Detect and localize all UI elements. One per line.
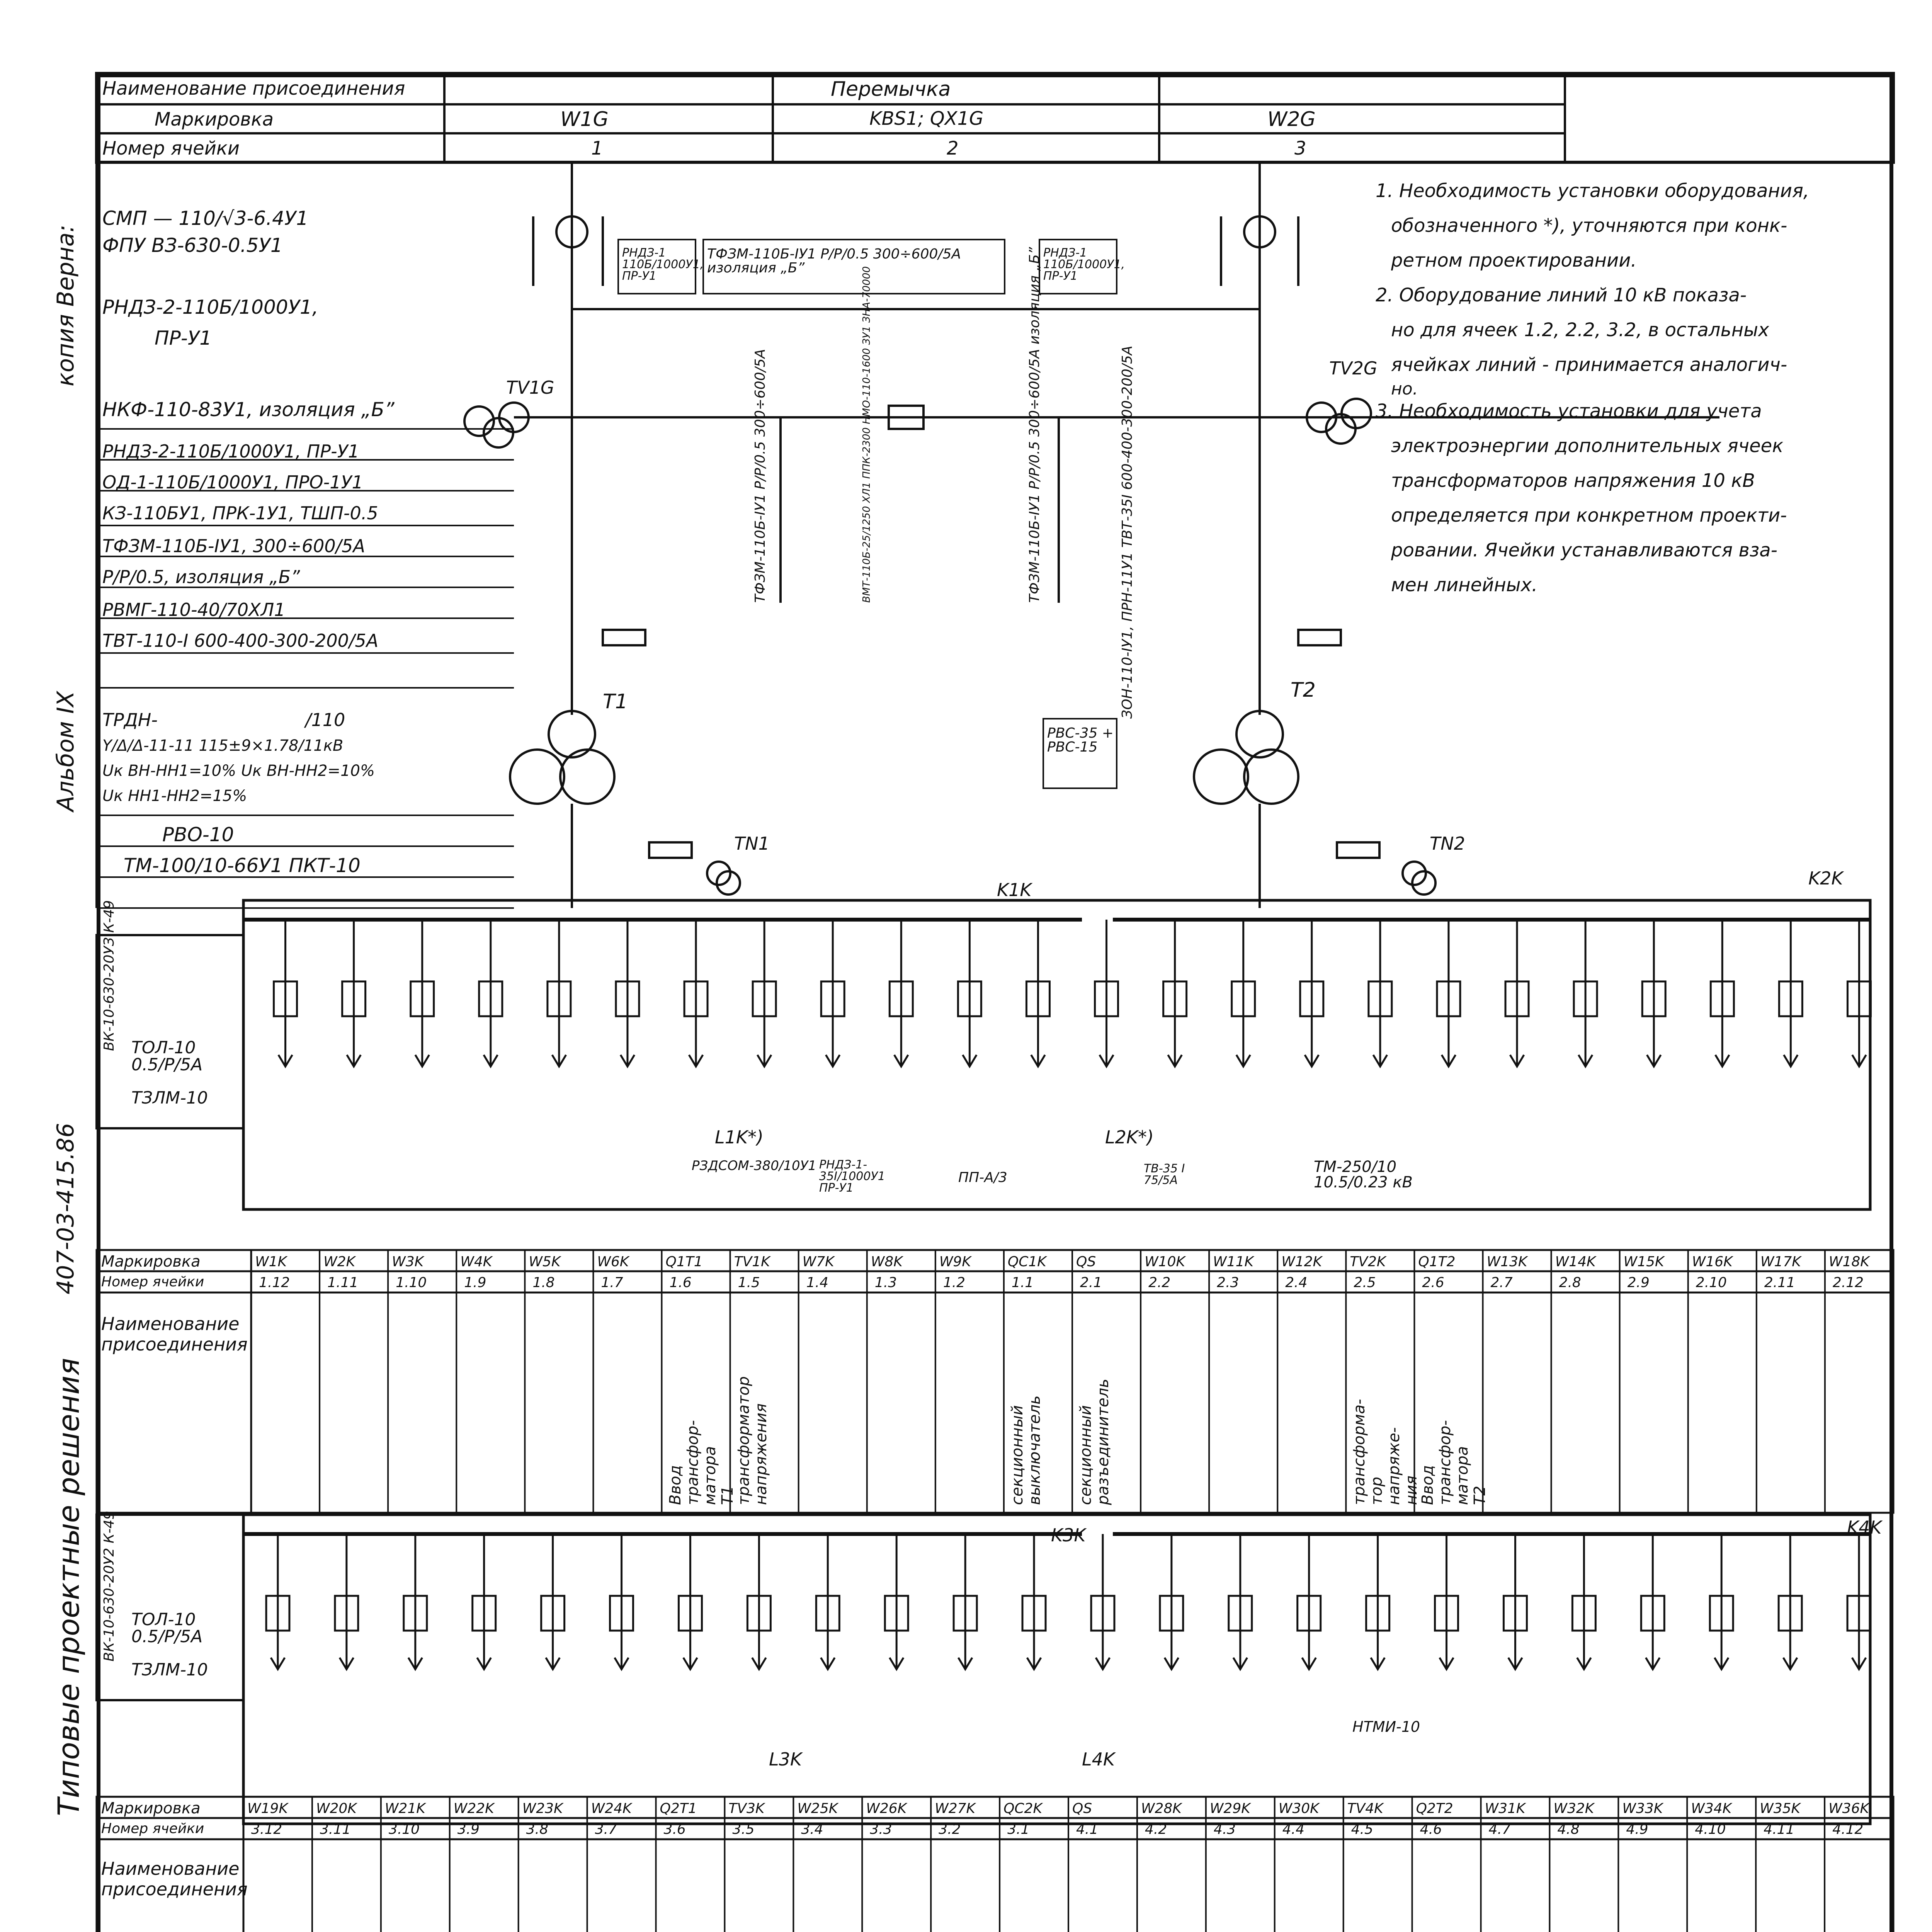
spec-line: ТМ-100/10-66У1 ПКТ-10 xyxy=(124,854,361,877)
cell-connection-name: напряжения xyxy=(752,1403,770,1505)
cell-mark: Q1T2 xyxy=(1418,1254,1456,1270)
label-tv1g: TV1G xyxy=(506,377,554,398)
cell-mark: Q2T2 xyxy=(1416,1801,1453,1816)
note-line: мен линейных. xyxy=(1391,574,1538,596)
cell-mark: W1K xyxy=(255,1254,287,1270)
cell-number: 2.2 xyxy=(1148,1275,1171,1291)
cell-connection-name: трансфор- xyxy=(684,1420,702,1505)
table-a-mark-label: Маркировка xyxy=(101,1253,201,1270)
label-k3k: K3K xyxy=(1051,1525,1086,1546)
cell-mark: W25K xyxy=(797,1801,838,1816)
cell-connection-name: ния xyxy=(1403,1475,1421,1505)
cell-connection-name: выключатель xyxy=(1026,1395,1044,1505)
cell-mark: W23K xyxy=(522,1801,563,1816)
cell-number: 1.9 xyxy=(464,1275,486,1291)
cell-mark: W16K xyxy=(1692,1254,1733,1270)
label-k4k: K4K xyxy=(1847,1517,1882,1538)
cell-connection-name: трансформа- xyxy=(1350,1399,1369,1505)
label-bus-l: ТФЗМ-110Б-ІУ1 Р/Р/0.5 300÷600/5А xyxy=(752,349,768,603)
cell-mark: W8K xyxy=(871,1254,903,1270)
cell-number: 3.1 xyxy=(1007,1821,1030,1837)
note-line: 3. Необходимость установки для учета xyxy=(1376,400,1762,422)
cell-mark: W21K xyxy=(384,1801,425,1816)
cell-number: 2.3 xyxy=(1217,1275,1239,1291)
header-name-label: Наименование присоединения xyxy=(102,78,405,99)
cell-mark: W3K xyxy=(392,1254,424,1270)
label-ntmi: НТМИ-10 xyxy=(1352,1718,1420,1735)
spec-line: КЗ-110БУ1, ПРК-1У1, ТШП-0.5 xyxy=(102,503,378,524)
mark-w2g: W2G xyxy=(1267,108,1316,131)
num-1: 1 xyxy=(591,138,603,159)
label-tv: ТВ-35 І 75/5А xyxy=(1144,1162,1185,1187)
spec-line: РВМГ-110-40/70ХЛ1 xyxy=(102,599,286,620)
cell-mark: W2K xyxy=(323,1254,355,1270)
cell-mark: W24K xyxy=(591,1801,632,1816)
cell-mark: W11K xyxy=(1213,1254,1254,1270)
table-a-num-label: Номер ячейки xyxy=(101,1274,204,1290)
spec-line: ТВТ-110-І 600-400-300-200/5А xyxy=(102,630,379,651)
cell-mark: W33K xyxy=(1622,1801,1663,1816)
cell-connection-name: Ввод xyxy=(1419,1465,1437,1505)
cell-mark: W26K xyxy=(866,1801,907,1816)
cell-number: 2.7 xyxy=(1490,1275,1513,1291)
cell-number: 1.2 xyxy=(943,1275,966,1291)
copy-label: копия Верна: xyxy=(52,224,79,386)
cell-number: 3.3 xyxy=(870,1821,892,1837)
cell-mark: W31K xyxy=(1485,1801,1526,1816)
cell-mark: W30K xyxy=(1278,1801,1319,1816)
spec-line: РНДЗ-2-110Б/1000У1, xyxy=(102,296,318,318)
label-l4k: L4K xyxy=(1082,1749,1115,1770)
cell-number: 1.8 xyxy=(532,1275,555,1291)
spec-line: СМП — 110/√3-6.4У1 xyxy=(102,207,309,230)
spec-line: ТРДН- xyxy=(102,709,158,730)
cell-connection-name: трансформатор xyxy=(735,1376,753,1505)
cell-number: 1.4 xyxy=(806,1275,828,1291)
cell-number: 2.8 xyxy=(1559,1275,1581,1291)
spec-line: ОД-1-110Б/1000У1, ПРО-1У1 xyxy=(102,472,363,493)
header-mark-label: Маркировка xyxy=(155,109,274,130)
cell-number: 4.2 xyxy=(1145,1821,1167,1837)
label-tn1: TN1 xyxy=(734,833,770,854)
cell-number: 4.7 xyxy=(1488,1821,1511,1837)
label-tzlm-bot: ТЗЛМ-10 xyxy=(131,1660,208,1680)
cell-mark: W27K xyxy=(935,1801,976,1816)
spec-line: Р/Р/0.5, изоляция „Б” xyxy=(102,566,300,587)
note-line: 2. Оборудование линий 10 кВ показа- xyxy=(1376,284,1747,306)
label-rvs: РВС-35 + РВС-15 xyxy=(1047,725,1114,755)
label-tzlm-top: ТЗЛМ-10 xyxy=(131,1088,208,1108)
cell-mark: W18K xyxy=(1828,1254,1869,1270)
note-line: ретном проектировании. xyxy=(1391,250,1637,271)
spec-line: Uк НН1-НН2=15% xyxy=(102,787,247,805)
note-line: электроэнергии дополнительных ячеек xyxy=(1391,435,1784,457)
cell-mark: Q2T1 xyxy=(660,1801,697,1816)
spec-line: РВО-10 xyxy=(162,823,234,846)
cell-mark: W34K xyxy=(1691,1801,1732,1816)
series-label: Типовые проектные решения xyxy=(51,1358,86,1816)
cell-number: 4.10 xyxy=(1695,1821,1726,1837)
cell-number: 4.8 xyxy=(1557,1821,1580,1837)
cell-mark: W29K xyxy=(1209,1801,1250,1816)
label-l2k: L2K*) xyxy=(1105,1127,1154,1148)
label-tv2g: TV2G xyxy=(1329,358,1378,379)
cell-number: 1.3 xyxy=(874,1275,897,1291)
cell-number: 2.6 xyxy=(1422,1275,1444,1291)
label-rnd-right: РНДЗ-1 110Б/1000У1, ПР-У1 xyxy=(1043,246,1125,283)
cell-mark: W9K xyxy=(939,1254,971,1270)
cell-number: 4.6 xyxy=(1420,1821,1442,1837)
cell-connection-name: матора xyxy=(1454,1446,1472,1505)
label-l3k: L3K xyxy=(769,1749,802,1770)
label-t2-specs: ЗОН-110-ІУ1, ПРН-11У1 ТВТ-35І 600-400-300-200/5А xyxy=(1119,345,1135,719)
cell-number: 3.2 xyxy=(939,1821,961,1837)
cell-mark: W10K xyxy=(1145,1254,1185,1270)
cell-number: 4.1 xyxy=(1076,1821,1099,1837)
spec-line: Uк ВН-НН1=10% Uк ВН-НН2=10% xyxy=(102,762,375,780)
cell-connection-name: матора xyxy=(701,1446,719,1505)
album-label: Альбом IX xyxy=(52,691,79,811)
cell-mark: W32K xyxy=(1553,1801,1594,1816)
label-l1k: L1K*) xyxy=(715,1127,764,1148)
cell-number: 1.10 xyxy=(396,1275,427,1291)
mark-jumper: KBS1; QX1G xyxy=(869,108,984,129)
cell-connection-name: трансфор- xyxy=(1436,1420,1454,1505)
cell-number: 3.9 xyxy=(457,1821,480,1837)
cell-number: 1.1 xyxy=(1011,1275,1034,1291)
cell-number: 1.5 xyxy=(738,1275,760,1291)
cell-number: 3.4 xyxy=(801,1821,823,1837)
table-b-mark-label: Маркировка xyxy=(101,1799,201,1817)
label-rnd-left: РНДЗ-1 110Б/1000У1, ПР-У1 xyxy=(622,246,704,283)
label-t1: T1 xyxy=(603,690,628,713)
cell-mark: W12K xyxy=(1281,1254,1322,1270)
note-line: обозначенного *), уточняются при конк- xyxy=(1391,215,1787,236)
cell-number: 3.7 xyxy=(595,1821,617,1837)
cell-mark: W19K xyxy=(247,1801,288,1816)
cell-number: 4.5 xyxy=(1351,1821,1373,1837)
cell-number: 3.6 xyxy=(663,1821,686,1837)
note-line: определяется при конкретном проекти- xyxy=(1391,505,1787,526)
cell-number: 1.7 xyxy=(601,1275,623,1291)
label-bus-r: ТФЗМ-110Б-ІУ1 Р/Р/0.5 300÷600/5А изоляция „Б” xyxy=(1027,247,1043,603)
cell-number: 4.9 xyxy=(1626,1821,1648,1837)
label-t2: T2 xyxy=(1291,679,1316,702)
cell-mark: TV3K xyxy=(728,1801,765,1816)
cell-number: 4.11 xyxy=(1764,1821,1795,1837)
cell-number: 1.6 xyxy=(669,1275,692,1291)
label-tol-top: ТОЛ-10 0.5/Р/5А xyxy=(131,1038,203,1075)
cell-number: 1.12 xyxy=(259,1275,290,1291)
cell-mark: W5K xyxy=(529,1254,561,1270)
label-tn2: TN2 xyxy=(1430,833,1465,854)
label-tm250: ТМ-250/10 10.5/0.23 кВ xyxy=(1314,1158,1413,1191)
cell-number: 2.11 xyxy=(1764,1275,1795,1291)
cell-mark: QC2K xyxy=(1003,1801,1043,1816)
label-vk-bot: ВК-10-630-20У2 К-49 xyxy=(101,1510,117,1662)
cell-number: 2.1 xyxy=(1080,1275,1102,1291)
note-line: ячейках линий - принимается аналогич- xyxy=(1391,354,1787,376)
cell-mark: W6K xyxy=(597,1254,629,1270)
cell-mark: W35K xyxy=(1760,1801,1801,1816)
cell-mark: QS xyxy=(1076,1254,1096,1270)
cell-number: 3.11 xyxy=(320,1821,351,1837)
label-ppa: ПП-А/3 xyxy=(958,1170,1007,1185)
table-b-name-label: Наименование присоединения xyxy=(101,1858,248,1900)
spec-line: ФПУ ВЗ-630-0.5У1 xyxy=(102,234,283,257)
note-line: трансформаторов напряжения 10 кВ xyxy=(1391,470,1755,492)
cell-number: 2.9 xyxy=(1627,1275,1650,1291)
cell-mark: W36K xyxy=(1828,1801,1869,1816)
cell-number: 3.5 xyxy=(732,1821,755,1837)
cell-number: 4.4 xyxy=(1282,1821,1305,1837)
cell-connection-name: Ввод xyxy=(666,1465,684,1505)
cell-connection-name: секционный xyxy=(1077,1405,1095,1505)
cell-mark: W20K xyxy=(316,1801,357,1816)
cell-mark: TV4K xyxy=(1347,1801,1383,1816)
label-k2k: K2K xyxy=(1808,868,1843,889)
num-2: 2 xyxy=(947,138,959,159)
cell-mark: W7K xyxy=(802,1254,834,1270)
label-bus-m: ВМТ-110Б-25/1250 ХЛ1 ППК-2300 НМО-110-1600 ЗУ1 ЗНА-70000 xyxy=(861,266,872,603)
spec-line: РНДЗ-2-110Б/1000У1, ПР-У1 xyxy=(102,441,359,462)
cell-number: 3.12 xyxy=(251,1821,282,1837)
jumper-name: Перемычка xyxy=(831,78,951,101)
cell-number: 2.10 xyxy=(1696,1275,1727,1291)
cell-number: 2.4 xyxy=(1285,1275,1308,1291)
spec-line: ТФЗМ-110Б-ІУ1, 300÷600/5А xyxy=(102,536,365,556)
cell-connection-name: Т1 xyxy=(718,1486,736,1505)
cell-number: 4.3 xyxy=(1213,1821,1236,1837)
cell-number: 3.10 xyxy=(388,1821,420,1837)
cell-mark: W14K xyxy=(1555,1254,1596,1270)
label-tfzm-mid: ТФЗМ-110Б-ІУ1 Р/Р/0.5 300÷600/5А изоляция „Б” xyxy=(707,246,961,276)
note-line: 1. Необходимость установки оборудования, xyxy=(1376,180,1810,202)
label-tol-bot: ТОЛ-10 0.5/Р/5А xyxy=(131,1610,203,1646)
spec-line: НКФ-110-83У1, изоляция „Б” xyxy=(102,398,395,421)
spec-line: /110 xyxy=(305,709,345,730)
note-line: ровании. Ячейки устанавливаются вза- xyxy=(1391,539,1777,561)
table-a-name-label: Наименование присоединения xyxy=(101,1313,248,1355)
cell-number: 2.12 xyxy=(1832,1275,1864,1291)
cell-mark: W22K xyxy=(453,1801,494,1816)
cell-connection-name: разъединитель xyxy=(1094,1379,1112,1505)
label-k1k: K1K xyxy=(997,879,1032,900)
label-vk-top: ВК-10-630-20УЗ К-49 xyxy=(101,900,117,1051)
cell-connection-name: секционный xyxy=(1008,1405,1026,1505)
cell-mark: QS xyxy=(1072,1801,1092,1816)
cell-mark: W13K xyxy=(1486,1254,1527,1270)
cell-mark: TV2K xyxy=(1350,1254,1386,1270)
label-rz: РЗДСОМ-380/10У1 xyxy=(692,1158,816,1173)
cell-connection-name: тор xyxy=(1368,1476,1386,1505)
cell-mark: W17K xyxy=(1760,1254,1801,1270)
cell-number: 4.12 xyxy=(1832,1821,1864,1837)
cell-mark: Q1T1 xyxy=(665,1254,703,1270)
cell-mark: W15K xyxy=(1623,1254,1664,1270)
cell-mark: W28K xyxy=(1141,1801,1182,1816)
cell-number: 2.5 xyxy=(1354,1275,1376,1291)
num-3: 3 xyxy=(1294,138,1306,159)
spec-line: ПР-У1 xyxy=(155,327,212,349)
label-rnd3: РНДЗ-1-35І/1000У1 ПР-У1 xyxy=(819,1158,885,1195)
note-line: но для ячеек 1.2, 2.2, 3.2, в остальных xyxy=(1391,319,1769,341)
spec-line: Y/Δ/Δ-11-11 115±9×1.78/11кВ xyxy=(102,737,344,755)
note-line: но. xyxy=(1391,379,1418,399)
cell-connection-name: напряже- xyxy=(1385,1427,1403,1505)
cell-mark: QC1K xyxy=(1007,1254,1046,1270)
cell-mark: W4K xyxy=(460,1254,492,1270)
table-b-num-label: Номер ячейки xyxy=(101,1821,204,1837)
cell-number: 1.11 xyxy=(327,1275,359,1291)
cell-mark: TV1K xyxy=(734,1254,770,1270)
header-num-label: Номер ячейки xyxy=(102,138,240,159)
cell-connection-name: Т2 xyxy=(1471,1486,1489,1505)
cell-number: 3.8 xyxy=(526,1821,548,1837)
mark-w1g: W1G xyxy=(560,108,609,131)
doc-code-side: 407-03-415.86 xyxy=(52,1122,79,1294)
